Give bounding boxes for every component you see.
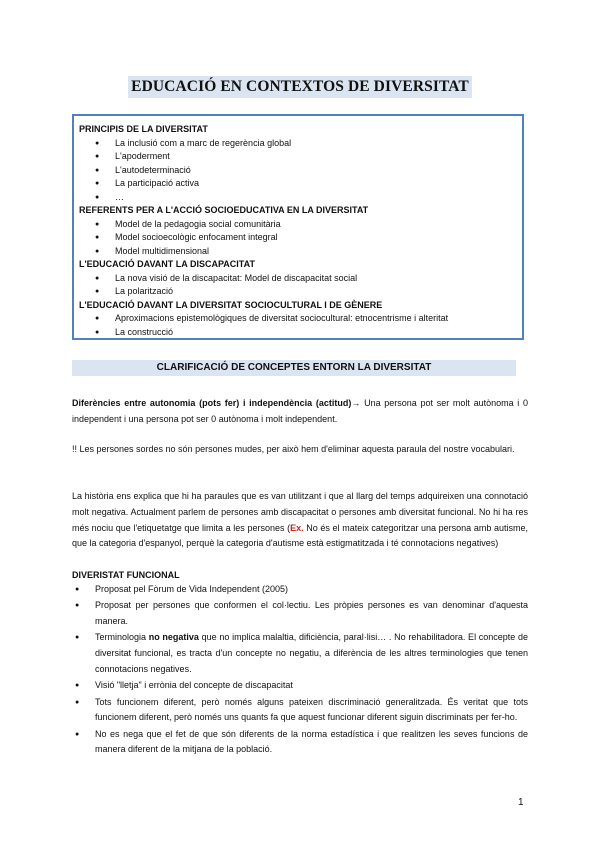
page-number: 1 [518, 797, 524, 808]
paragraph-deaf-note: !! Les persones sordes no són persones mudes, per això hem d'eliminar aquesta paraula del nostre vocabulari. [72, 444, 515, 454]
paragraph-bold-lead: Diferències entre autonomia (pots fer) i independència (actitud) [72, 398, 352, 408]
list-item: ● Proposat pel Fòrum de Vida Independent (2005) [72, 582, 528, 598]
index-item: ● L'autodeterminació [79, 164, 522, 178]
index-item: ● La polarització [79, 285, 522, 299]
index-box [72, 114, 524, 340]
document-title: EDUCACIÓ EN CONTEXTOS DE DIVERSITAT [128, 76, 472, 98]
diversity-list [72, 582, 528, 759]
paragraph-text: La història ens explica que hi ha paraules que es van utilitzant i que al llarg del temps adquireixen una connotació molt negativa. Actualment parlem de persones amb discapacitat o persones amb diversitat funcional. No hi ha res més nociu que l'etiquetatge que limita a les persones ( [72, 491, 528, 533]
index-item: ● Model de la pedagogia social comunitària [79, 218, 522, 232]
index-heading: REFERENTS PER A L'ACCIÓ SOCIOEDUCATIVA EN LA DIVERSITAT [79, 205, 369, 215]
index-item: ● L'apoderment [79, 150, 522, 164]
paragraph-history [72, 489, 528, 552]
list-item: ● Visió "lletja" i errònia del concepte de discapacitat [72, 678, 528, 694]
list-item: ● Proposat per persones que conformen el col·lectiu. Les pròpies persones es van denominar d'aquesta manera. [72, 598, 528, 630]
index-heading: L'EDUCACIÓ DAVANT LA DISCAPACITAT [79, 259, 255, 269]
index-item: ● La construcció [79, 326, 522, 340]
list-item-text: que no implica malaltia, dificiència, paral·lisi… . No rehabilitadora. El concepte de diversitat funcional, es tracta d'un concepte no negatiu, a diferència de les altres terminologies que tenen connotacions negatives. [95, 632, 529, 674]
paragraph-text: → Una persona pot ser molt autònoma i 0 independent i una persona pot ser 0 autònoma i molt independent. [72, 398, 529, 424]
index-heading: L'EDUCACIÓ DAVANT LA DIVERSITAT SOCIOCULTURAL I DE GÈNERE [79, 299, 383, 310]
index-item: ● La inclusió com a marc de regerència global [79, 137, 522, 151]
list-item: ● Tots funcionem diferent, però només alguns pateixen discriminació generalitzada. És veritat que tots funcionem diferent, però només uns quants fa que aquest funcionar diferent siguin discriminats per fer-ho. [72, 695, 528, 727]
index-item: ● La participació activa [79, 177, 522, 191]
index-item: ● Aproximacions epistemològiques de diversitat sociocultural: etnocentrisme i alteritat [79, 312, 522, 326]
diversity-heading: DIVERISTAT FUNCIONAL [72, 570, 180, 580]
paragraph-text: No és el mateix categoritzar una persona amb autisme, que la categoria d'espanyol, perquè la categoria d'autisme està estigmatitzada i té connotacions negatives) [72, 522, 528, 549]
list-item-text: Terminologia [95, 632, 149, 643]
index-heading: PRINCIPIS DE LA DIVERSITAT [79, 124, 208, 134]
list-item-bold: no negativa [148, 632, 199, 643]
index-item: ● La nova visió de la discapacitat: Model de discapacitat social [79, 272, 522, 286]
index-item: ● Model socioecològic enfocament integral [79, 231, 522, 245]
example-marker: Ex. [290, 522, 304, 533]
list-item [72, 630, 528, 677]
paragraph-autonomy [72, 396, 528, 428]
list-item: ● No es nega que el fet de que són diferents de la norma estadística i que realitzen les seves funcions de manera diferent de la mitjana de la població. [72, 727, 528, 759]
index-item: ● Model multidimensional [79, 245, 522, 259]
index-item: ● … [79, 191, 522, 205]
section-heading: CLARIFICACIÓ DE CONCEPTES ENTORN LA DIVERSITAT [72, 360, 516, 376]
